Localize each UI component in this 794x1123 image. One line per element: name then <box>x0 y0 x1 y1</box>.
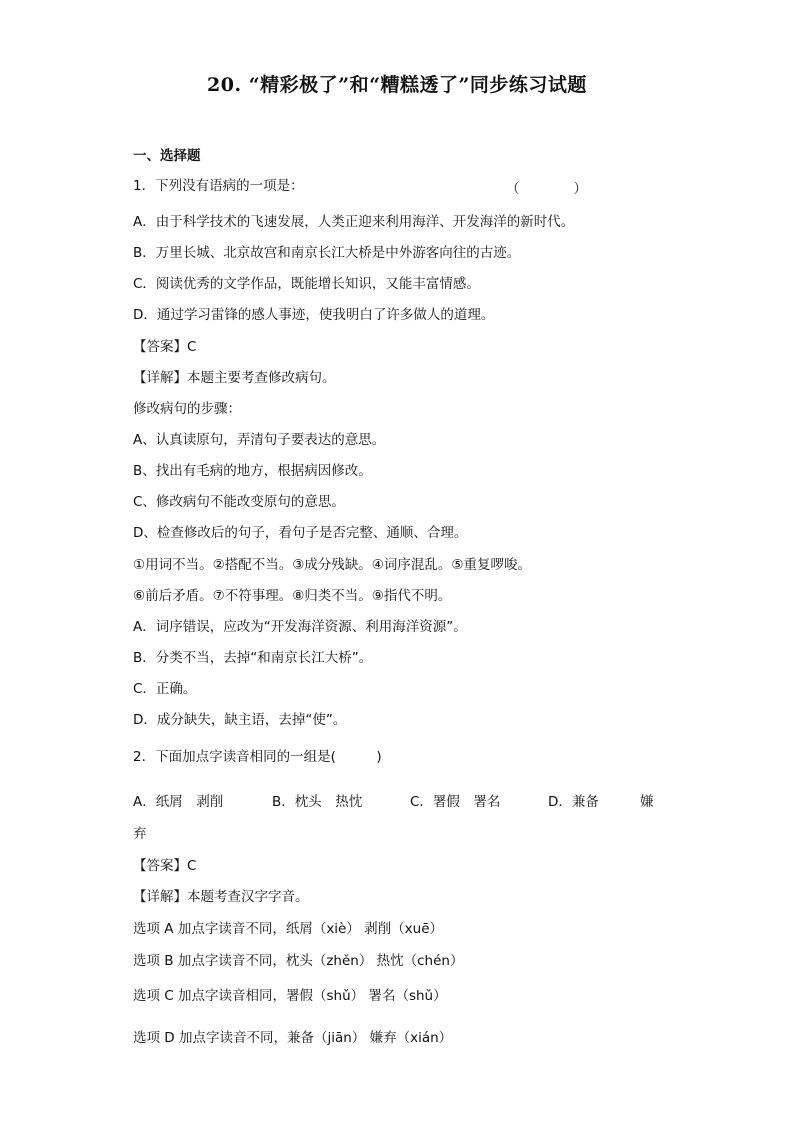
question-2-line-a: 选项 A 加点字读音不同，纸屑（xiè） 剥削（xuē） <box>133 921 444 937</box>
question-1-error-types-1: ①用词不当。②搭配不当。③成分残缺。④词序混乱。⑤重复啰唆。 <box>133 557 532 573</box>
question-1-step-b: B、找出有毛病的地方，根据病因修改。 <box>133 463 372 479</box>
question-1-explanation-c: C．正确。 <box>133 681 197 697</box>
question-1-explanation-a: A．词序错误，应改为“开发海洋资源、利用海洋资源”。 <box>133 619 467 635</box>
question-1-error-types-2: ⑥前后矛盾。⑦不符事理。⑧归类不当。⑨指代不明。 <box>133 588 452 604</box>
question-2-option-c: C．署假 署名 <box>410 794 501 810</box>
question-2-detail: 【详解】本题考查汉字字音。 <box>133 889 309 905</box>
question-2-option-b: B．枕头 热忱 <box>272 794 363 810</box>
question-2-option-d-tail: 嫌 <box>640 794 654 810</box>
question-2-line-c: 选项 C 加点字读音相同，署假（shǔ） 署名（shǔ） <box>133 988 447 1004</box>
question-1-option-d: D．通过学习雷锋的感人事迹，使我明白了许多做人的道理。 <box>133 307 495 323</box>
question-1-explanation-d: D．成分缺失，缺主语，去掉“使”。 <box>133 712 347 728</box>
question-1-step-c: C、修改病句不能改变原句的意思。 <box>133 494 345 510</box>
question-2-line-d: 选项 D 加点字读音不同，兼备（jiān） 嫌弃（xián） <box>133 1030 453 1046</box>
question-1-stem: 1．下列没有语病的一项是： <box>133 178 304 194</box>
question-1-answer: 【答案】C <box>133 339 197 355</box>
question-1-answer-blank: （ ） <box>506 181 587 197</box>
section-heading: 一、选择题 <box>133 148 201 164</box>
question-1-step-a: A、认真读原句，弄清句子要表达的意思。 <box>133 432 386 448</box>
question-2-line-b: 选项 B 加点字读音不同，枕头（zhěn） 热忱（chén） <box>133 953 464 969</box>
question-1-option-b: B．万里长城、北京故宫和南京长江大桥是中外游客向往的古迹。 <box>133 245 521 261</box>
page-title: 20. “精彩极了”和“糟糕透了”同步练习试题 <box>207 74 587 96</box>
question-1-option-a: A．由于科学技术的飞速发展，人类正迎来利用海洋、开发海洋的新时代。 <box>133 214 575 230</box>
question-2-option-a: A．纸屑 剥削 <box>133 794 224 810</box>
question-1-steps-title: 修改病句的步骤： <box>133 401 241 417</box>
question-1-explanation-b: B．分类不当，去掉“和南京长江大桥”。 <box>133 650 373 666</box>
question-1-detail: 【详解】本题主要考查修改病句。 <box>133 370 336 386</box>
question-2-option-d: D．兼备 <box>548 794 599 810</box>
question-1-step-d: D、检查修改后的句子，看句子是否完整、通顺、合理。 <box>133 525 468 541</box>
question-1-option-c: C．阅读优秀的文学作品，既能增长知识，又能丰富情感。 <box>133 276 480 292</box>
question-2-option-d-wrap: 弃 <box>133 826 147 842</box>
question-2-answer: 【答案】C <box>133 858 197 874</box>
question-2-stem: 2．下面加点字读音相同的一组是( ) <box>133 749 382 765</box>
